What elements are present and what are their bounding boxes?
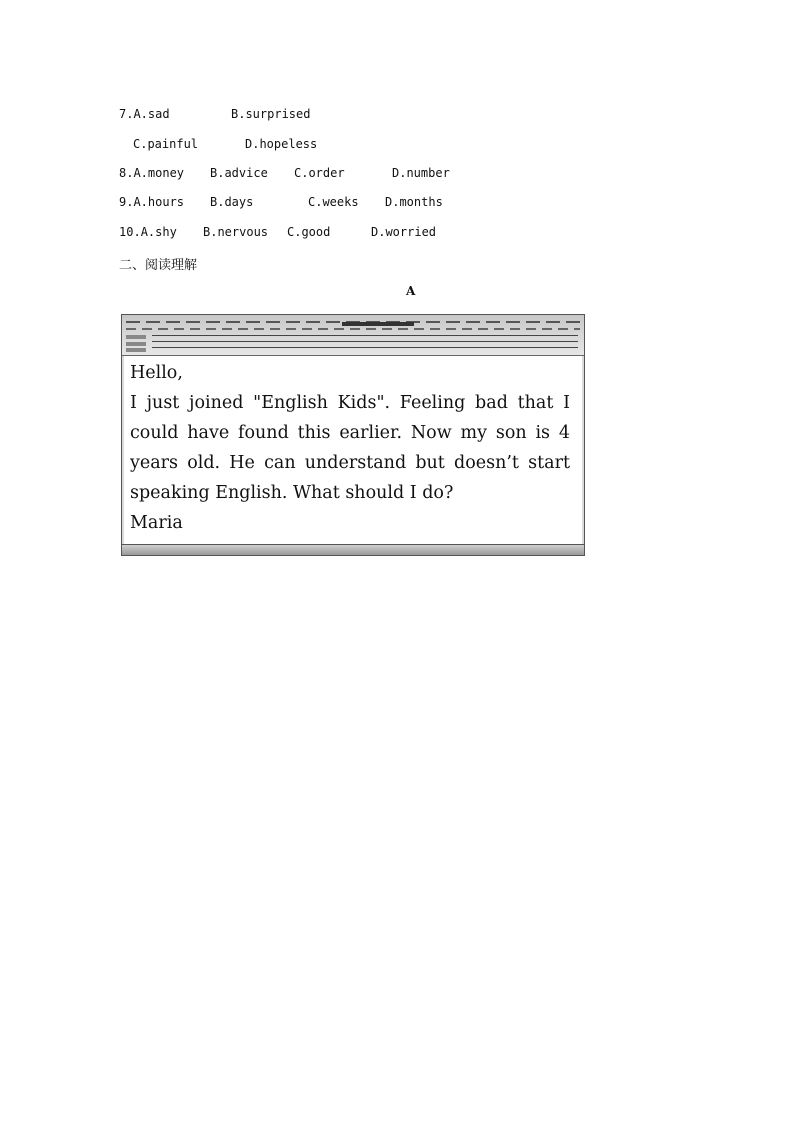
option-a: A.shy [140,225,177,239]
toolbar-side-mark [126,335,146,339]
option-b: B.surprised [231,107,311,121]
post-text [130,358,570,538]
passage-label: A [406,284,416,298]
post-greeting: Hello, [130,363,183,383]
option-c: C.weeks [308,195,359,209]
toolbar-rule [152,341,578,342]
question-9 [119,195,184,209]
option-a: A.sad [133,107,170,121]
option-c: C.good [287,225,331,239]
post-message: I just joined "English Kids". Feeling bad that I could have found this earlier. Now my son is 4 years old. He can understand but doesn’t start speaking English. What should I do? [130,393,570,503]
question-number: 10. [119,225,141,239]
toolbar-title-bar [342,322,414,326]
browser-toolbar [122,315,584,356]
option-c: C.painful [133,137,199,151]
post-signature: Maria [130,513,183,533]
question-10 [119,225,177,239]
section-heading: 二、阅读理解 [119,258,198,273]
option-d: D.months [385,195,443,209]
toolbar-side-mark [126,342,146,346]
question-8 [119,166,184,180]
toolbar-rule [152,347,578,348]
toolbar-side-mark [126,348,146,352]
option-b: B.days [210,195,254,209]
toolbar-rule [152,335,578,336]
option-b: B.advice [210,166,268,180]
question-7 [119,107,170,121]
option-a: A.money [133,166,185,180]
option-a: A.hours [133,195,185,209]
option-d: D.hopeless [245,137,318,151]
question-number: 8. [119,166,134,180]
forum-post-screenshot [121,314,585,556]
option-d: D.worried [371,225,437,239]
question-number: 9. [119,195,134,209]
post-body [124,356,582,544]
option-d: D.number [392,166,450,180]
option-c: C.order [294,166,345,180]
option-b: B.nervous [203,225,269,239]
browser-status-bar [122,544,584,555]
toolbar-icon-row [126,328,580,330]
question-number: 7. [119,107,134,121]
